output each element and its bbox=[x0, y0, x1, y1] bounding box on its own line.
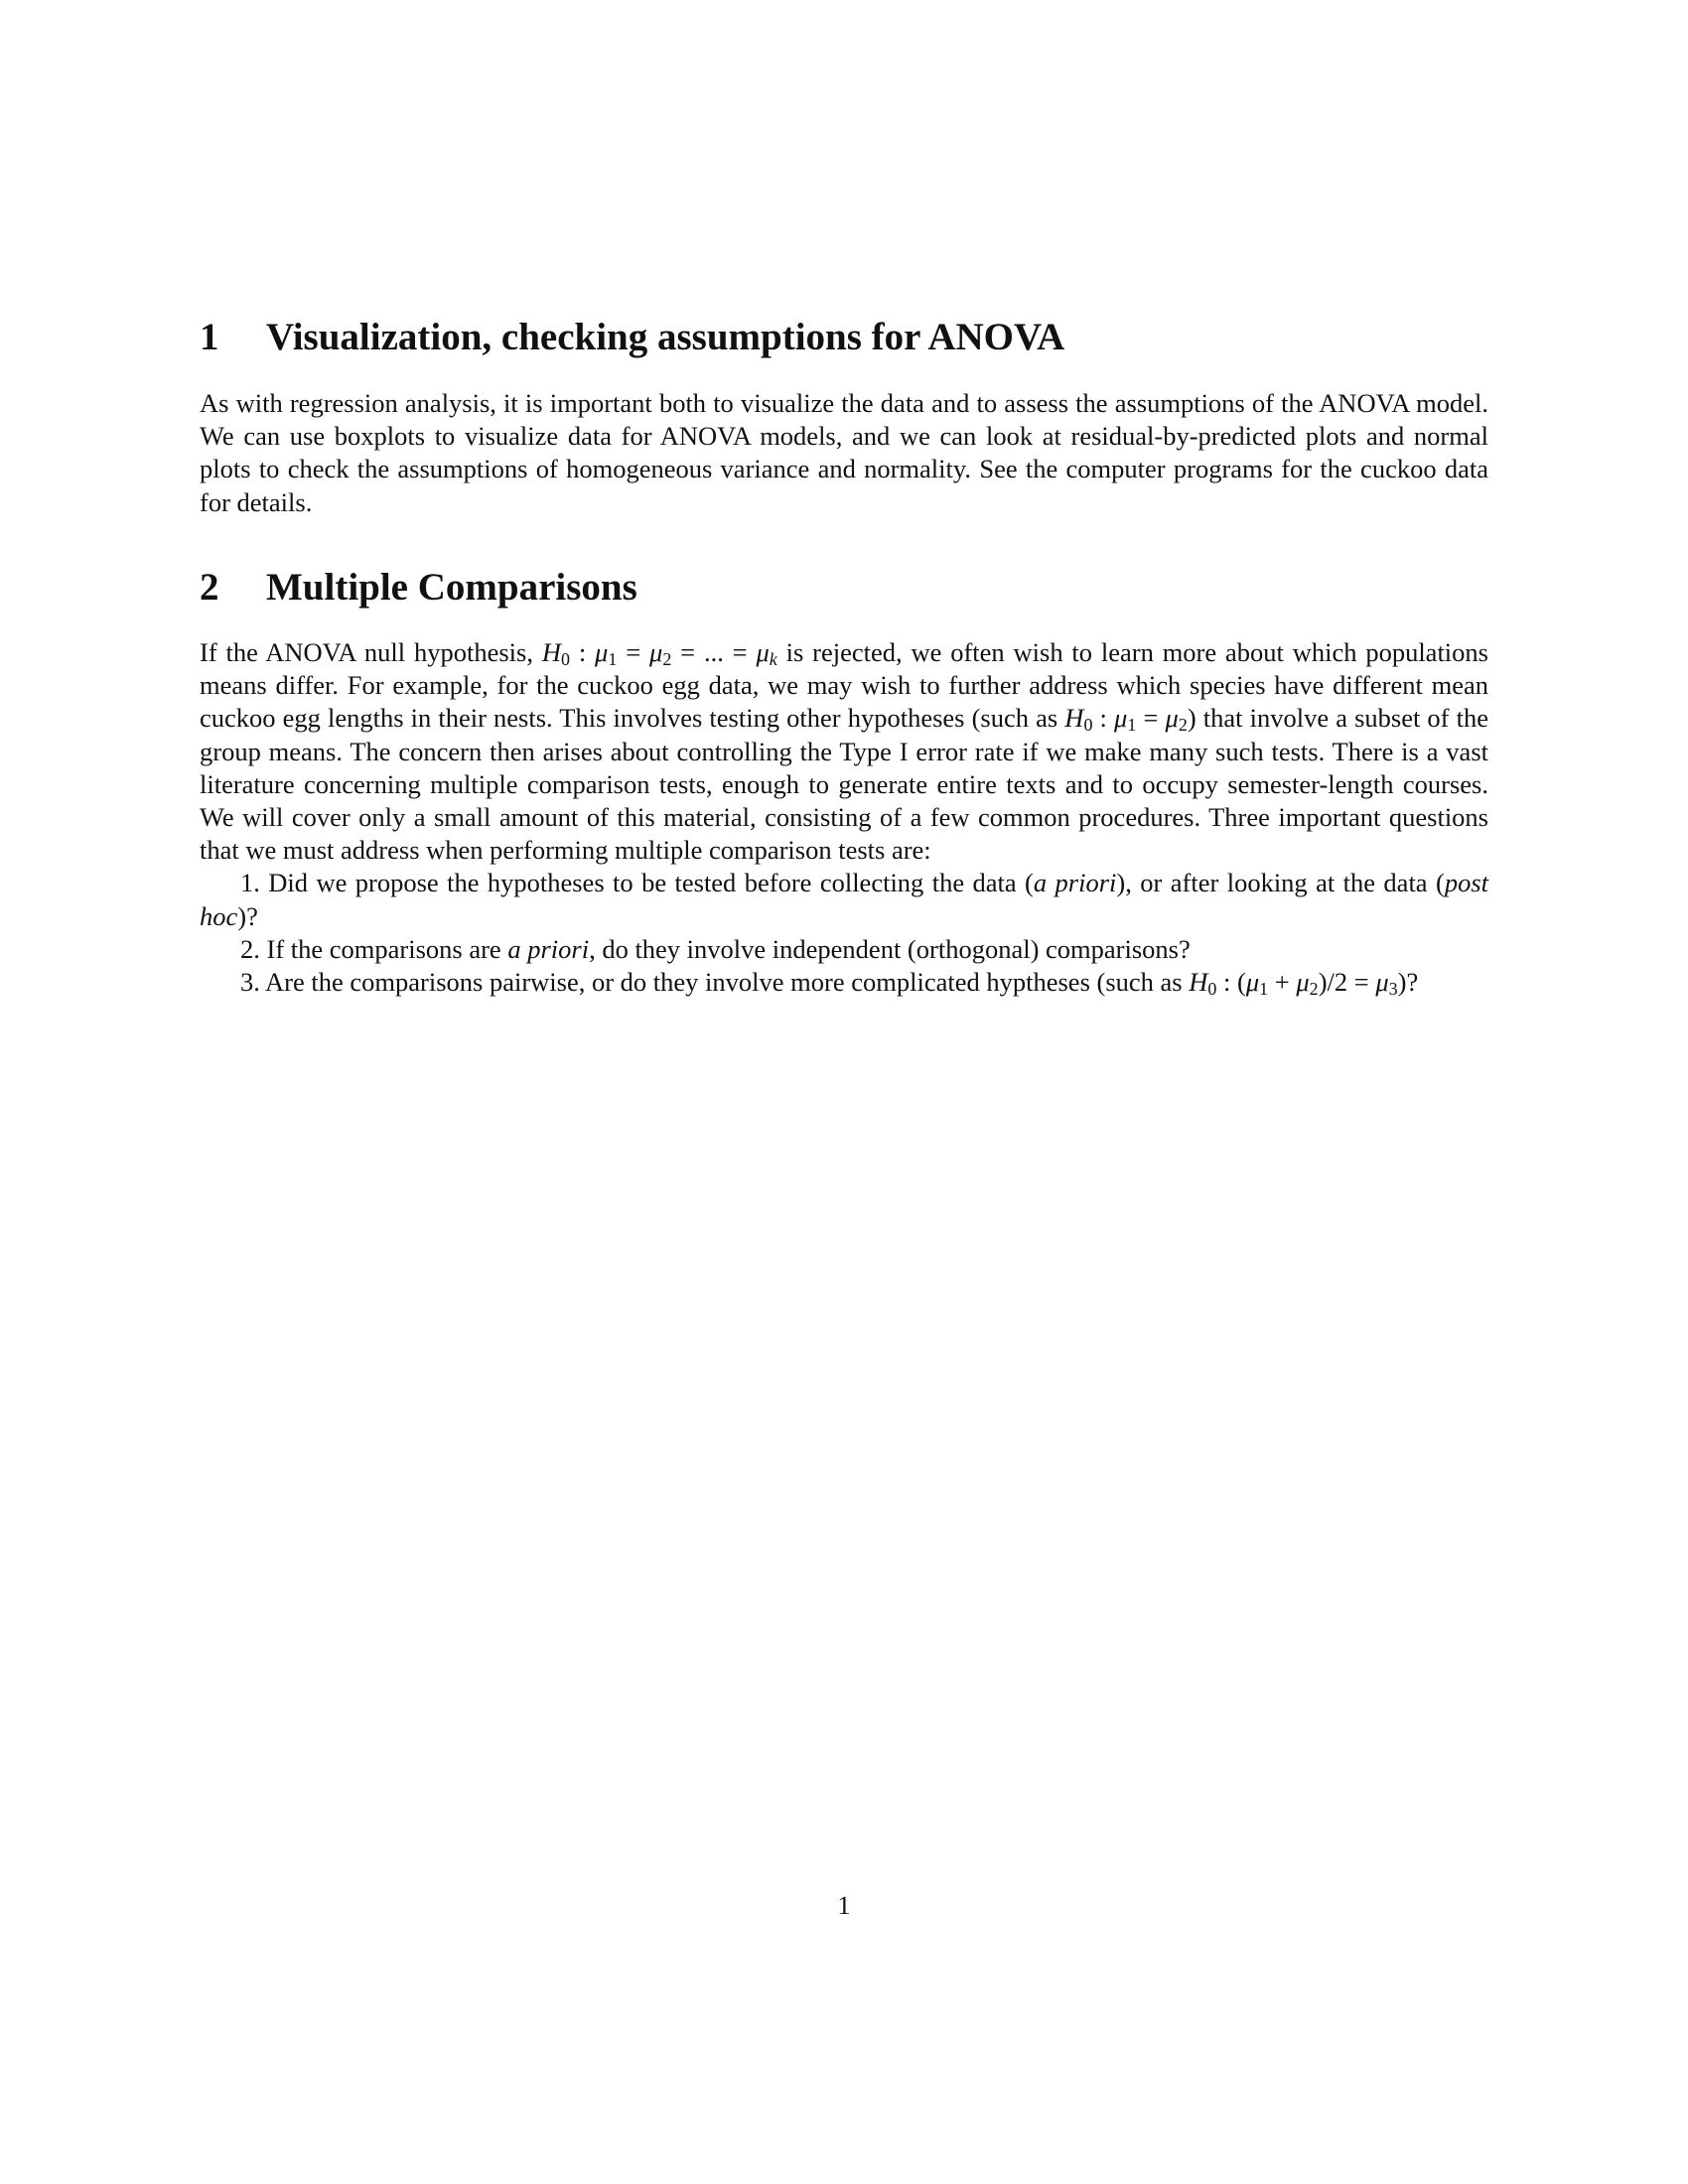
section-1-body bbox=[200, 387, 1488, 519]
section-2-title: Multiple Comparisons bbox=[266, 566, 637, 609]
section-2-body bbox=[200, 636, 1488, 999]
math-mu2: μ bbox=[1165, 703, 1179, 734]
math-h0: H bbox=[541, 637, 561, 667]
math-mu1: μ bbox=[1114, 703, 1128, 734]
section-2-paragraph: If the ANOVA null hypothesis, $H_0$ : $\mu_1 = \mu_2$ = ... = $\mu_k$ is rejected, we often wish to learn more about which populations means differ. For example, for the cuckoo egg data, we may wish to further address which species have different mean cuckoo egg lengths in their nests. This involves testing other hypotheses (such as $H_0$ : $\mu_1 = \mu_2$) that involve a subset of the group means. The concern then arises about controlling the Type I error rate if we make many such tests. There is a vast literature concerning multiple comparison tests, enough to generate entire texts and to occupy semester-length courses. We will cover only a small amount of this material, consisting of a few common procedures. Three important questions that we must address when performing multiple comparison tests are: bbox=[200, 637, 1488, 866]
emphasis-a-priori: a priori bbox=[1033, 868, 1117, 898]
emphasis-a-priori: a priori bbox=[507, 933, 590, 964]
section-1-number: 1 bbox=[200, 316, 219, 358]
section-1-heading bbox=[200, 314, 1064, 361]
math-mu2: μ bbox=[649, 637, 663, 667]
math-muk: μ bbox=[756, 637, 770, 667]
section-2-number: 2 bbox=[200, 566, 219, 609]
page-number: 1 bbox=[837, 1890, 851, 1920]
question-1: 1. Did we propose the hypotheses to be tested before collecting the data (a priori), or after looking at the data (post hoc)? bbox=[200, 868, 1488, 931]
math-h0: H bbox=[1064, 703, 1084, 734]
math-h0: H bbox=[1189, 967, 1208, 998]
math-mu2: μ bbox=[1296, 967, 1310, 998]
section-2-heading bbox=[200, 564, 637, 612]
section-1-paragraph: As with regression analysis, it is important both to visualize the data and to assess the assumptions of the ANOVA model. We can use boxplots to visualize data for ANOVA models, and we can look at residual-by-predicted plots and normal plots to check the assumptions of homogeneous variance and normality. See the computer programs for the cuckoo data for details. bbox=[200, 388, 1488, 517]
math-mu1: μ bbox=[595, 637, 609, 667]
question-2: 2. If the comparisons are a priori, do they involve independent (orthogonal) comparisons? bbox=[240, 933, 1191, 964]
section-1-title: Visualization, checking assumptions for ANOVA bbox=[266, 316, 1065, 358]
question-3: 3. Are the comparisons pairwise, or do they involve more complicated hyptheses (such as $H_0$ : $(\mu_1 + \mu_2)/2 = \mu_3$)? bbox=[240, 967, 1419, 999]
emphasis-post-hoc: post hoc bbox=[200, 868, 1488, 931]
math-mu1: μ bbox=[1245, 967, 1260, 998]
math-mu3: μ bbox=[1375, 967, 1389, 998]
